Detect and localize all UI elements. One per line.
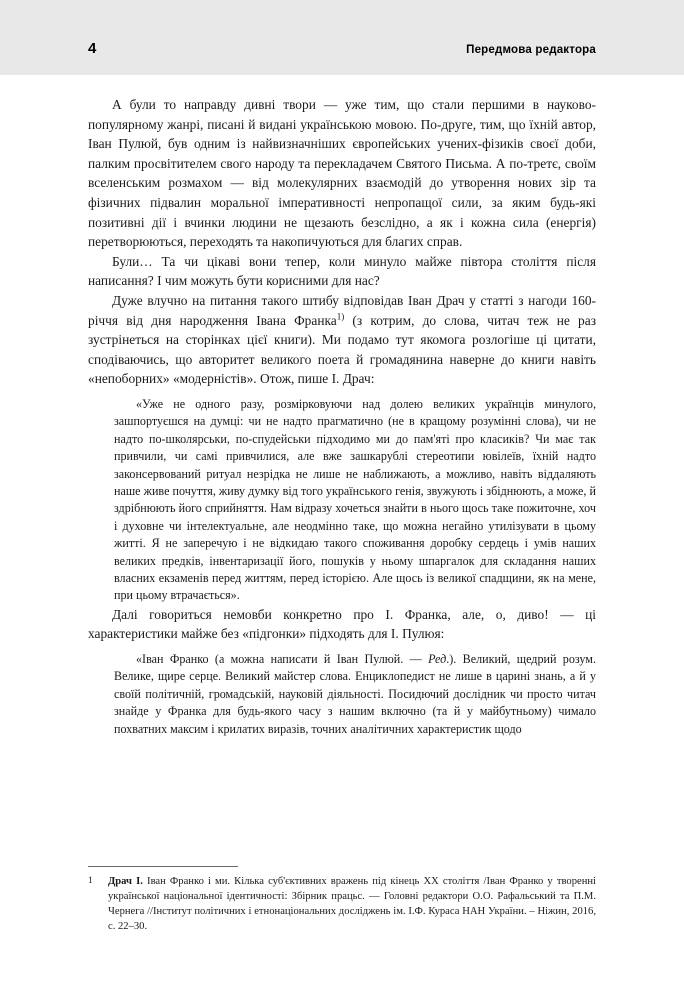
footnote-number: 1 xyxy=(88,876,93,886)
block-quote-1: «Уже не одного разу, розмірковуючи над долею великих українців минулого, зашпортуєшся на думці: чи не надто прагматично (не в кращому розумінні слова), чи не надто по-школярськи, по-спудейськи підходимо ми до пам'яті про класиків? Чи має так привчили, чи самі привчилися, але вже зашкарублі стереотипи ювілеїв, їхній надто законсервований ритуал незрідка не лише не наближають, а можливо, навіть віддаляють наше живе почуття, живу думку від того українського генія, звужують і збіднюють, а може, й здрібнюють його сприйняття. Нам відразу хочеться знайти в нього щось таке пожиточне, хоч і духовне чи інтелектуальне, але неодмінно таке, що можна негайно утилізувати в цьому житті. Я не заперечую і не відкидаю такого споживання доробку сердець і умів наших великих предків, інвентаризації його, пошуків у ньому шпаргалок для складання наших власних екзаменів перед життям, перед історією. Але щось із великої спадщини, як на мене, при цьому втрачається». xyxy=(114,396,596,603)
footnote-text xyxy=(108,874,596,934)
running-head-row xyxy=(88,40,596,57)
block-quote-2 xyxy=(88,651,596,738)
paragraph-3-before: Дуже влучно на питання такого штибу відповідав Іван Драч у статті з нагоди 160-річчя від дня народження Івана Франка xyxy=(88,292,596,328)
footnote-reference-marker[interactable]: 1) xyxy=(336,311,345,322)
footnote-author: Драч І. xyxy=(108,876,143,887)
running-head-title: Передмова редактора xyxy=(466,44,596,56)
footnote-item xyxy=(88,874,596,934)
editor-note: Ред xyxy=(428,651,447,666)
paragraph-3-after: (з котрим, до слова, читач теж не раз зустрінеться на сторінках цієї книги). Ми подамо тут якомога розлогіше ці цитати, сподіваючись, що авторитет великого поета й громадянина наверне до книги навіть «непоборних» «модерністів». Отож, пише І. Драч: xyxy=(88,312,596,387)
block-quote-2-part-a: «Іван Франко (а можна написати й Іван Пулюй. — xyxy=(136,651,429,666)
block-quote-2-part-b: .). Великий, щедрий розум. Велике, щире серце. Великий майстер слова. Енциклопедист не лише в царині знань, а й у своїй політичній, громадській, науковій діяльності. Посидючий дослідник чи просто читач знайде у Франка для будь-якого часу з нашим включно (та й у майбутньому) чимало похватних максим і крилатих виразів, точних аналітичних характеристик щодо xyxy=(114,651,596,736)
footnote-body: Іван Франко і ми. Кілька суб'єктивних вражень під кінець XX століття /Іван Франко у творенні української національної ідентичності: Збірник працьc. — Головні редактори О.О. Рафальський та П.М. Чернега //Інститут політичних і етнонаціональних досліджень ім. І.Ф. Кураса НАН України. – Ніжин, 2016, с. 22–30. xyxy=(108,876,596,933)
footnote-separator-rule xyxy=(88,866,238,867)
page-number: 4 xyxy=(88,40,97,57)
paragraph-4: Далі говориться немовби конкретно про І. Франка, але, о, диво! — ці характеристики майже без «підгонки» підходять для І. Пулюя: xyxy=(88,606,596,642)
footnote-area xyxy=(88,866,596,934)
paragraph-2: Були… Та чи цікаві вони тепер, коли минуло майже півтора століття після написання? І чим можуть бути корисними для нас? xyxy=(88,253,596,289)
paragraph-3-with-footnote xyxy=(88,291,596,389)
paragraph-1: А були то направду дивні твори — уже тим, що стали першими в науково-популярному жанрі, писані й видані українською мовою. По-друге, тим, що їхній автор, Іван Пулюй, був одним із найвизначніших європейських учених-фізиків своєї доби, палким просвітителем свого народу та перекладачем Святого Письма. А по-третє, своїм вселенським розмахом — від молекулярних взаємодій до утворення нових зір та фізичних підвалин моральної імперативності непропащої сили, за яким будь-які позитивні дії і вчинки людини не щезають безслідно, а як і кожна сила (енергія) перетворюються, переходять та накопичуються для благих справ. xyxy=(88,97,596,250)
page-body xyxy=(88,95,596,738)
page-header-bar xyxy=(0,0,684,75)
